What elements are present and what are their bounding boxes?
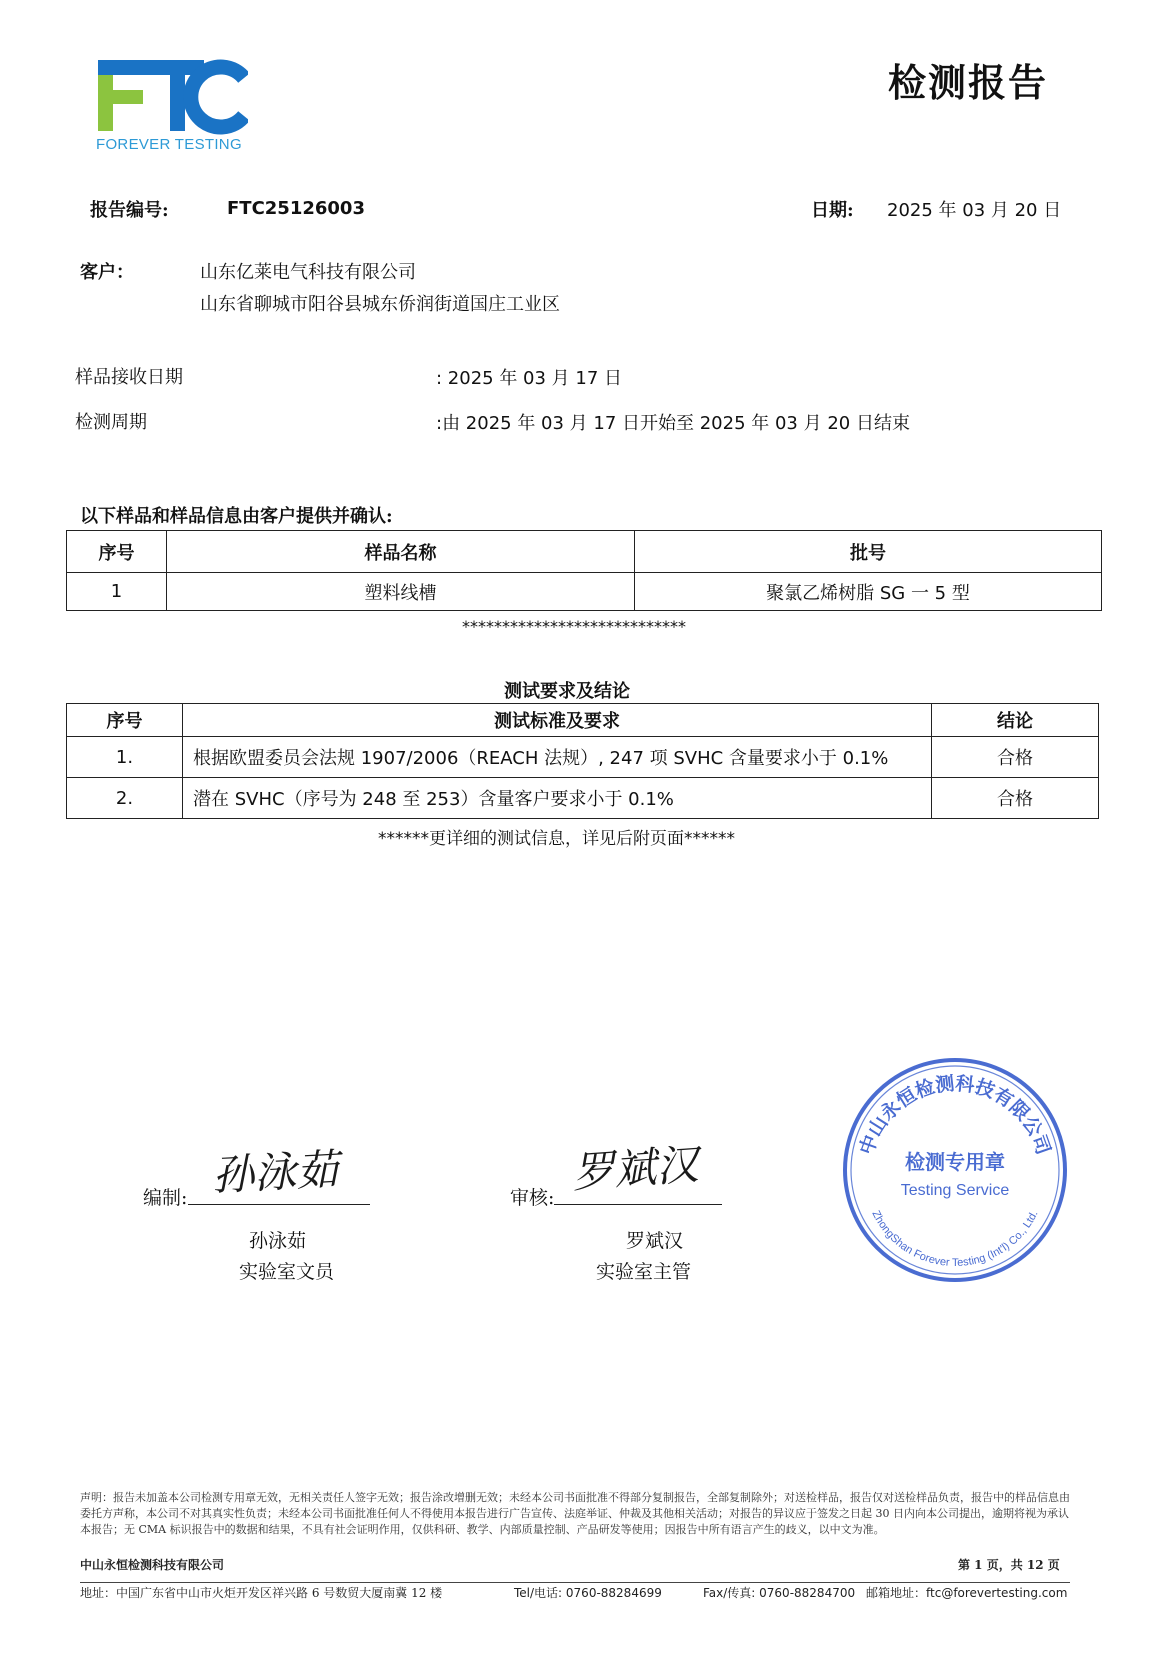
reviewer-signature-line <box>554 1204 722 1205</box>
test-period-label: 检测周期 <box>75 412 147 433</box>
table-cell: 根据欧盟委员会法规 1907/2006（REACH 法规）, 247 项 SVHC 含量要求小于 0.1% <box>183 737 932 778</box>
table-row <box>67 573 1102 611</box>
table-header-row <box>67 704 1099 737</box>
document-title: 检测报告 <box>888 60 1049 105</box>
sample-table <box>66 530 1102 611</box>
more-info-note: ******更详细的测试信息，详见后附页面****** <box>378 829 735 849</box>
test-table <box>66 703 1099 819</box>
reviewer-title: 实验室主管 <box>596 1261 692 1283</box>
table-header-cell: 结论 <box>932 704 1099 737</box>
table-cell: 合格 <box>932 737 1099 778</box>
client-address: 山东省聊城市阳谷县城东侨润街道国庄工业区 <box>200 294 560 315</box>
table-cell: 1 <box>67 573 167 611</box>
footer-tel: Tel/电话: 0760-88284699 <box>514 1586 662 1600</box>
reviewer-label: 审核: <box>510 1187 555 1209</box>
client-name: 山东亿莱电气科技有限公司 <box>200 262 416 283</box>
logo-tagline: FOREVER TESTING <box>96 136 242 153</box>
table-cell: 2. <box>67 778 183 819</box>
editor-signature: 孙泳茹 <box>210 1144 340 1201</box>
report-number: FTC25126003 <box>227 198 365 219</box>
svg-text:中山永恒检测科技有限公司: 中山永恒检测科技有限公司 <box>855 1072 1055 1158</box>
table-header-cell: 样品名称 <box>167 531 635 573</box>
reviewer-signature: 罗斌汉 <box>570 1139 700 1198</box>
table-header-cell: 序号 <box>67 531 167 573</box>
svg-text:检测专用章: 检测专用章 <box>905 1150 1005 1174</box>
separator-stars: **************************** <box>462 617 686 636</box>
table-row <box>67 737 1099 778</box>
receive-date: : 2025 年 03 月 17 日 <box>436 368 623 389</box>
svg-text:Testing Service: Testing Service <box>900 1182 1010 1199</box>
test-table-caption: 测试要求及结论 <box>504 681 630 702</box>
editor-title: 实验室文员 <box>239 1261 335 1283</box>
table-header-cell: 测试标准及要求 <box>183 704 932 737</box>
svg-text:ZhongShan Forever Testing (Int: ZhongShan Forever Testing (Int'l) Co., Ltd. <box>869 1208 1041 1270</box>
footer-email: 邮箱地址：ftc@forevertesting.com <box>866 1586 1068 1600</box>
company-seal-stamp <box>840 1055 1070 1285</box>
disclaimer: 声明：报告未加盖本公司检测专用章无效，无相关责任人签字无效；报告涂改增删无效；未经本公司书面批准不得部分复制报告，全部复制除外；对送检样品，报告仅对送检样品负责，报告中的样品信息由委托方声称，本公司不对其真实性负责；未经本公司书面批准任何人不得使用本报告进行广告宣传、法庭举证、仲裁及其他相关活动；对报告的异议应于签发之日起 30 日内向本公司提出，逾期将视为承认本报告；无 CMA 标识报告中的数据和结果，不具有社会证明作用，仅供科研、教学、内部质量控制、产品研发等使用；因报告中所有语言产生的歧义，以中文为准。 <box>80 1491 1070 1536</box>
table-cell: 1. <box>67 737 183 778</box>
report-date: 2025 年 03 月 20 日 <box>887 200 1062 221</box>
table-header-cell: 序号 <box>67 704 183 737</box>
page-info: 第 1 页，共 12 页 <box>958 1558 1060 1572</box>
editor-name: 孙泳茹 <box>249 1230 307 1252</box>
editor-signature-line <box>188 1204 370 1205</box>
table-row <box>67 778 1099 819</box>
table-cell: 潜在 SVHC（序号为 248 至 253）含量客户要求小于 0.1% <box>183 778 932 819</box>
date-label: 日期: <box>811 200 854 221</box>
reviewer-name: 罗斌汉 <box>626 1230 684 1252</box>
test-period: :由 2025 年 03 月 17 日开始至 2025 年 03 月 20 日结束 <box>436 413 910 434</box>
client-label: 客户： <box>80 262 134 283</box>
footer-address: 地址：中国广东省中山市火炬开发区祥兴路 6 号数贸大厦南冀 12 楼 <box>80 1586 443 1600</box>
table-cell: 聚氯乙烯树脂 SG 一 5 型 <box>635 573 1102 611</box>
sample-table-caption: 以下样品和样品信息由客户提供并确认: <box>80 506 393 527</box>
table-cell: 塑料线槽 <box>167 573 635 611</box>
table-header-row <box>67 531 1102 573</box>
table-cell: 合格 <box>932 778 1099 819</box>
receive-date-label: 样品接收日期 <box>75 367 183 388</box>
footer-fax: Fax/传真: 0760-88284700 <box>703 1586 856 1600</box>
footer-divider <box>80 1582 1070 1583</box>
table-header-cell: 批号 <box>635 531 1102 573</box>
editor-label: 编制: <box>143 1187 188 1209</box>
footer-company: 中山永恒检测科技有限公司 <box>80 1558 225 1572</box>
report-number-label: 报告编号: <box>90 200 169 221</box>
